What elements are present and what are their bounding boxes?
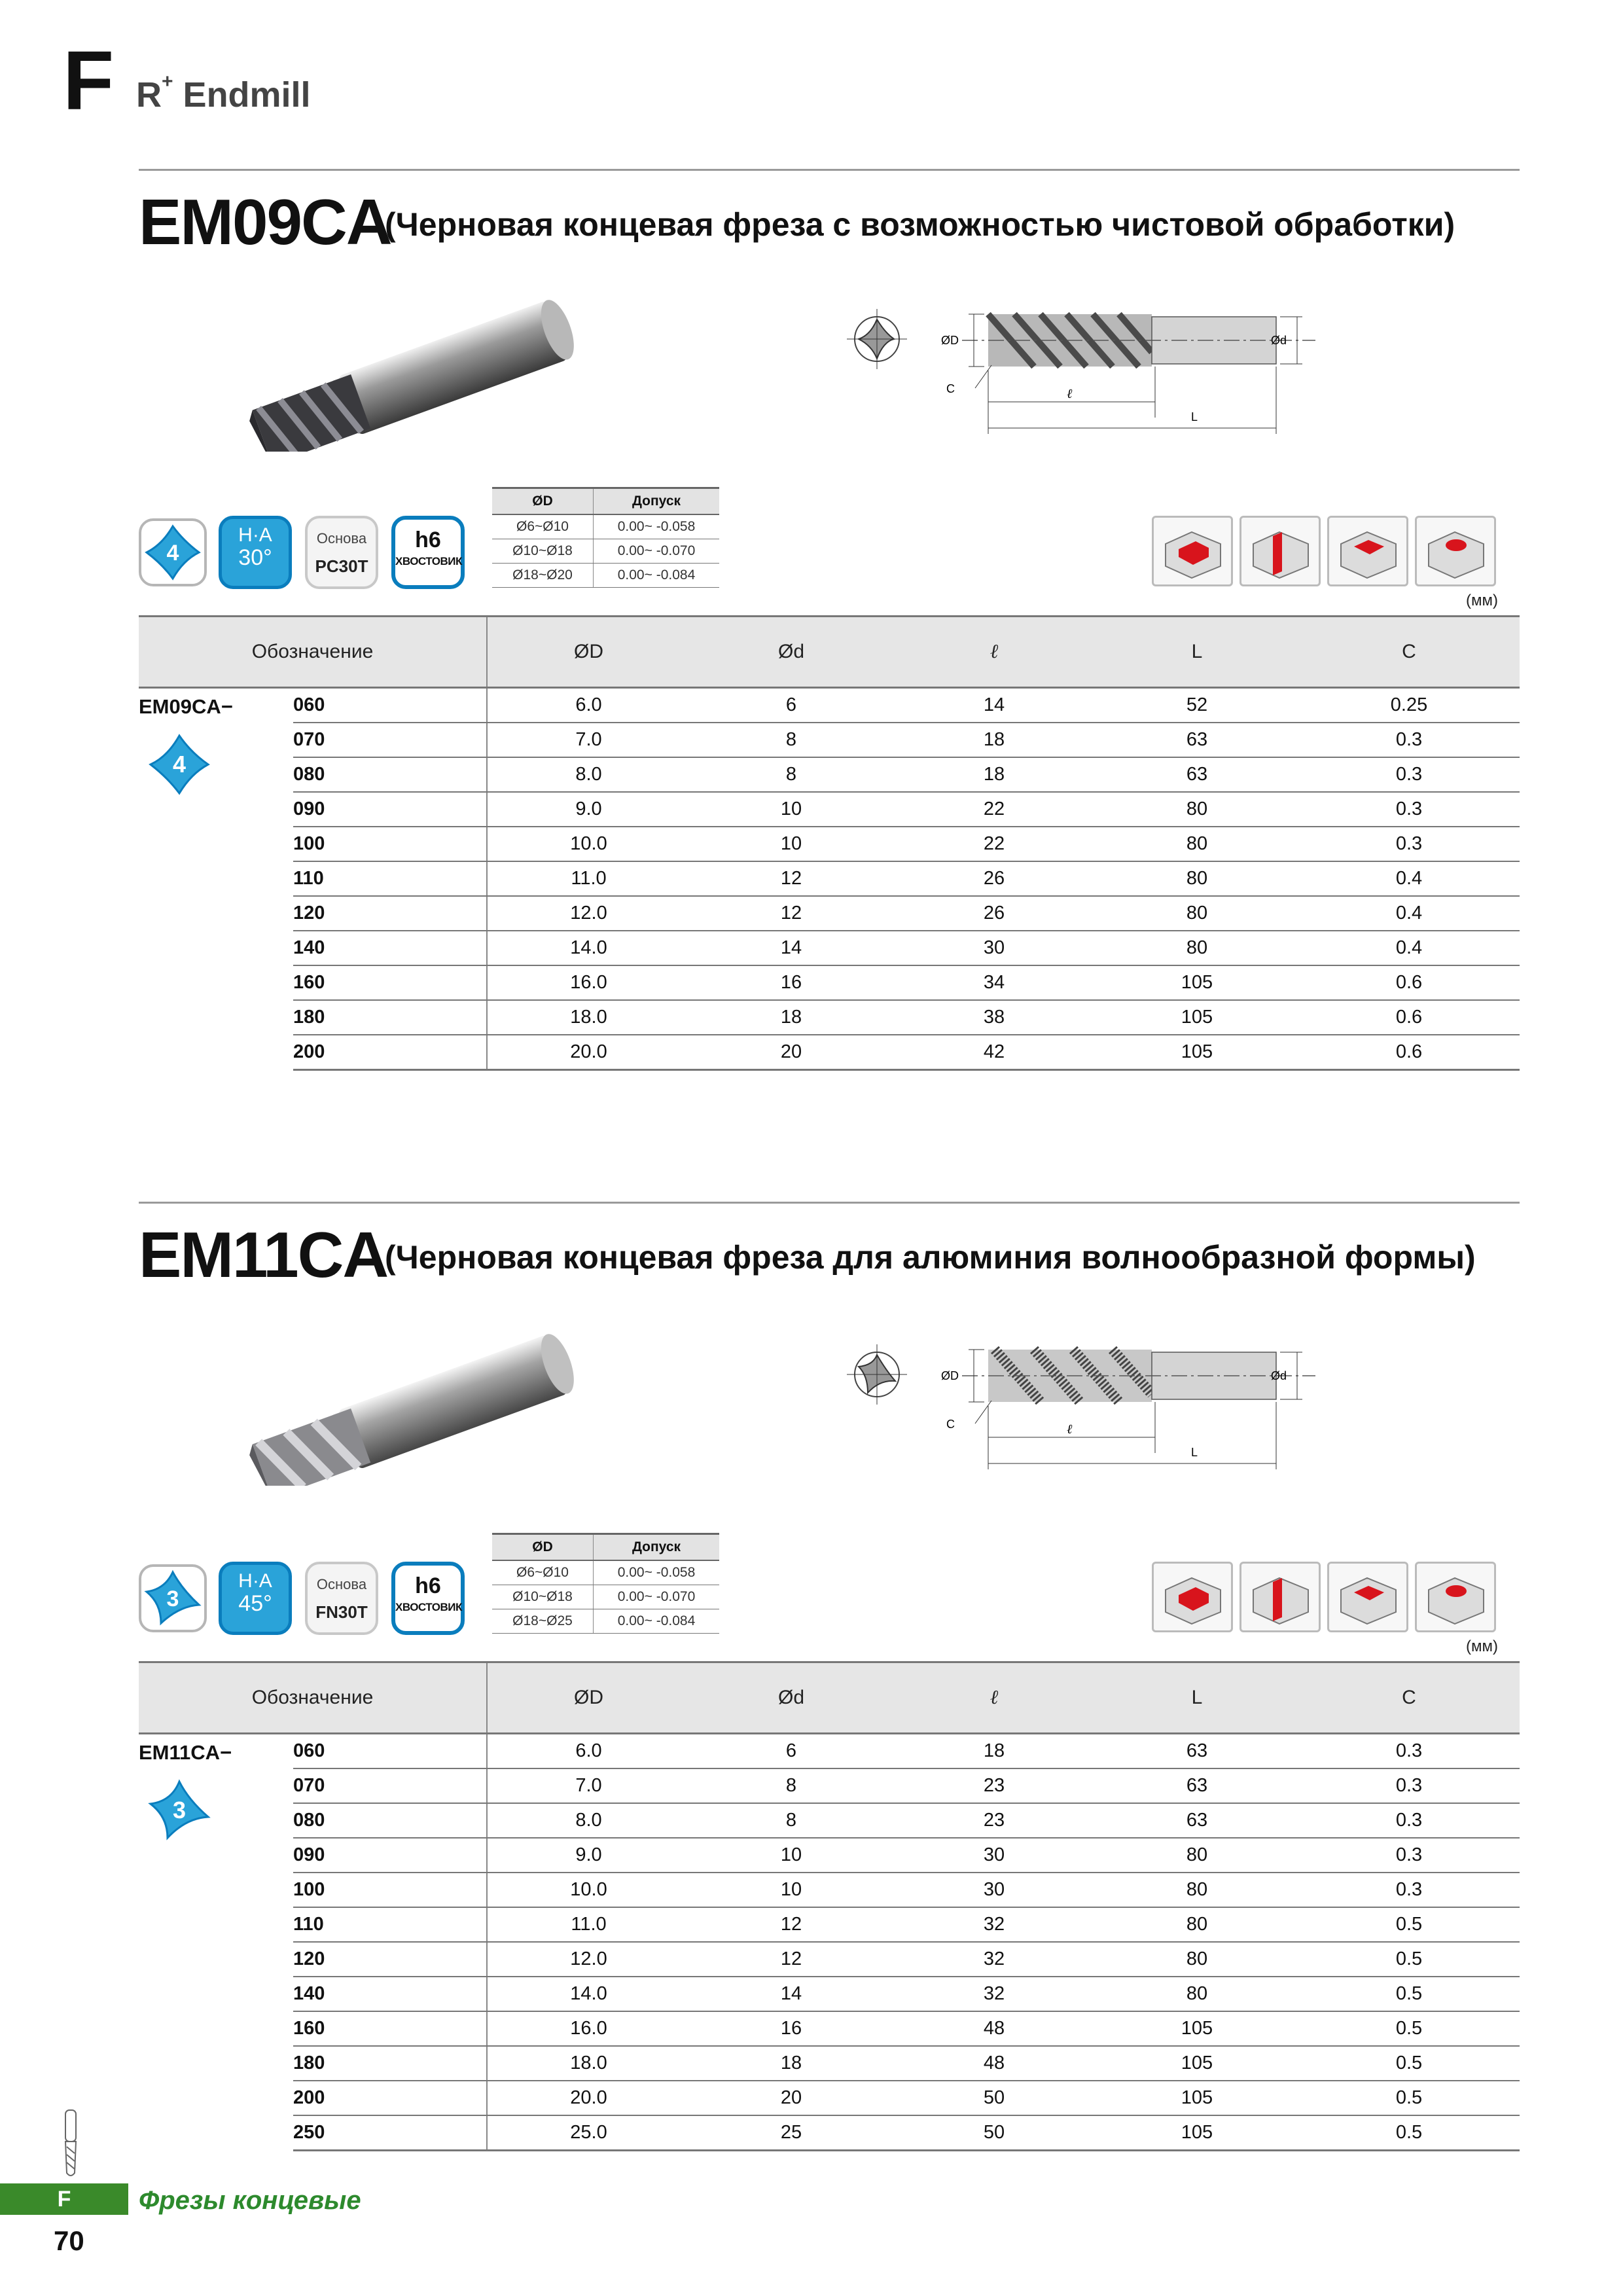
- diameter-D-label: ØD: [941, 1369, 959, 1382]
- shank-tolerance-icon: h6 ХВОСТОВИК: [391, 1562, 465, 1635]
- product-section-em11ca: [0, 1034, 1623, 2147]
- table-row: EM11CA− 3 060 6.0 6 18 63 0.3: [139, 1734, 1520, 1769]
- table-row: 070 7.0 8 18 63 0.3: [139, 723, 1520, 757]
- overall-length-label: L: [1191, 1446, 1198, 1459]
- tool-drawing: [844, 1309, 1466, 1473]
- diameter-D-label: ØD: [941, 334, 959, 347]
- header-d: Ød: [690, 617, 893, 688]
- helix-angle-icon: H·A 45°: [219, 1562, 292, 1635]
- table-row: 100 10.0 10 22 80 0.3: [139, 827, 1520, 861]
- units-label: (мм): [1466, 1638, 1498, 1655]
- product-section-em09ca: [0, 0, 1623, 1100]
- header-d: Ød: [690, 1662, 893, 1734]
- product-description: (Черновая концевая фреза для алюминия волнообразной формы): [385, 1239, 1476, 1276]
- slotting-icon: [1240, 1562, 1321, 1632]
- table-row: 180 18.0 18 38 105 0.6: [139, 1000, 1520, 1035]
- table-row: 200 20.0 20 42 105 0.6: [139, 1035, 1520, 1070]
- table-row: 160 16.0 16 34 105 0.6: [139, 965, 1520, 1000]
- tolerance-header-diameter: ØD: [492, 1534, 594, 1561]
- tolerance-row: Ø6~Ø10 0.00~ -0.058: [492, 1560, 719, 1585]
- plunging-icon: [1415, 1562, 1496, 1632]
- flute-count-icon: [139, 1564, 207, 1632]
- tolerance-row: Ø6~Ø10 0.00~ -0.058: [492, 514, 719, 539]
- spec-table: [139, 615, 1520, 1071]
- table-row: EM09CA− 4 060 6.0 6 14 52 0.25: [139, 688, 1520, 723]
- tolerance-table: [492, 487, 719, 588]
- end-view-icon: [847, 1344, 907, 1405]
- units-label: (мм): [1466, 592, 1498, 609]
- brand-superscript: +: [162, 71, 173, 92]
- brand-name: R: [136, 75, 162, 115]
- spec-table: [139, 1661, 1520, 2151]
- endmill-sketch-icon: [58, 2108, 84, 2179]
- tolerance-header-diameter: ØD: [492, 488, 594, 515]
- product-code: EM11CA: [139, 1219, 388, 1291]
- pocketing-icon: [1327, 516, 1408, 586]
- table-row: 080 8.0 8 18 63 0.3: [139, 757, 1520, 792]
- table-row: 120 12.0 12 26 80 0.4: [139, 896, 1520, 931]
- tolerance-header-tolerance: Допуск: [594, 488, 720, 515]
- flute-count-icon: [139, 518, 207, 586]
- chamfer-C-label: C: [946, 1418, 955, 1431]
- chapter-letter: F: [63, 34, 115, 128]
- series-cell: [139, 688, 293, 1070]
- table-row: 250 25.0 25 50 105 0.5: [139, 2115, 1520, 2151]
- series-code: EM11CA−: [139, 1741, 232, 1764]
- table-row: 070 7.0 8 23 63 0.3: [139, 1768, 1520, 1803]
- table-row: 180 18.0 18 48 105 0.5: [139, 2046, 1520, 2081]
- header-designation: Обозначение: [139, 1662, 487, 1734]
- table-row: 090 9.0 10 22 80 0.3: [139, 792, 1520, 827]
- header-L: L: [1096, 617, 1298, 688]
- grade-icon: Основа FN30T: [305, 1562, 378, 1635]
- flute-length-label: ℓ: [1067, 387, 1073, 401]
- section-divider: [139, 169, 1520, 171]
- header-C: C: [1298, 1662, 1520, 1734]
- header-L: L: [1096, 1662, 1298, 1734]
- tool-drawing: [844, 274, 1466, 437]
- pocketing-icon: [1327, 1562, 1408, 1632]
- category-label: Фрезы концевые: [139, 2186, 361, 2215]
- plunging-icon: [1415, 516, 1496, 586]
- table-row: 110 11.0 12 32 80 0.5: [139, 1907, 1520, 1942]
- tolerance-header-tolerance: Допуск: [594, 1534, 720, 1561]
- side-milling-icon: [1152, 516, 1233, 586]
- header-C: C: [1298, 617, 1520, 688]
- overall-length-label: L: [1191, 410, 1198, 423]
- table-row: 080 8.0 8 23 63 0.3: [139, 1803, 1520, 1838]
- series-code: EM09CA−: [139, 695, 233, 718]
- tolerance-row: Ø10~Ø18 0.00~ -0.070: [492, 539, 719, 564]
- svg-text:4: 4: [166, 541, 179, 565]
- tool-photo: [229, 288, 609, 452]
- chapter-tab: F: [0, 2183, 128, 2215]
- table-row: 140 14.0 14 32 80 0.5: [139, 1977, 1520, 2011]
- table-row: 090 9.0 10 30 80 0.3: [139, 1838, 1520, 1873]
- flute-length-label: ℓ: [1067, 1422, 1073, 1437]
- table-row: 120 12.0 12 32 80 0.5: [139, 1942, 1520, 1977]
- product-description: (Черновая концевая фреза с возможностью чистовой обработки): [385, 206, 1455, 243]
- series-cell: [139, 1734, 293, 2151]
- tolerance-row: Ø18~Ø25 0.00~ -0.084: [492, 1609, 719, 1634]
- slotting-icon: [1240, 516, 1321, 586]
- header-D: ØD: [487, 617, 690, 688]
- chamfer-C-label: C: [946, 382, 955, 395]
- product-code: EM09CA: [139, 186, 391, 258]
- header-designation: Обозначение: [139, 617, 487, 688]
- table-row: 110 11.0 12 26 80 0.4: [139, 861, 1520, 896]
- diameter-d-label: Ød: [1271, 334, 1287, 347]
- table-row: 100 10.0 10 30 80 0.3: [139, 1873, 1520, 1907]
- tool-photo: [229, 1322, 609, 1486]
- header-D: ØD: [487, 1662, 690, 1734]
- section-divider: [139, 1202, 1520, 1204]
- tolerance-row: Ø10~Ø18 0.00~ -0.070: [492, 1585, 719, 1609]
- svg-text:3: 3: [166, 1587, 179, 1611]
- table-row: 160 16.0 16 48 105 0.5: [139, 2011, 1520, 2046]
- flute-count-icon: [147, 1778, 212, 1843]
- grade-icon: Основа PC30T: [305, 516, 378, 589]
- header-l: ℓ: [893, 1662, 1096, 1734]
- svg-text:4: 4: [172, 751, 187, 778]
- tolerance-row: Ø18~Ø20 0.00~ -0.084: [492, 564, 719, 588]
- diameter-d-label: Ød: [1271, 1369, 1287, 1382]
- flute-count-icon: [147, 732, 212, 797]
- side-milling-icon: [1152, 1562, 1233, 1632]
- table-row: 140 14.0 14 30 80 0.4: [139, 931, 1520, 965]
- tolerance-table: [492, 1533, 719, 1634]
- header-l: ℓ: [893, 617, 1096, 688]
- end-view-icon: [847, 309, 907, 369]
- table-row: 200 20.0 20 50 105 0.5: [139, 2081, 1520, 2115]
- shank-tolerance-icon: h6 ХВОСТОВИК: [391, 516, 465, 589]
- svg-text:3: 3: [172, 1797, 187, 1823]
- helix-angle-icon: H·A 30°: [219, 516, 292, 589]
- page-number: 70: [54, 2225, 84, 2256]
- product-line-name: Endmill: [183, 75, 311, 115]
